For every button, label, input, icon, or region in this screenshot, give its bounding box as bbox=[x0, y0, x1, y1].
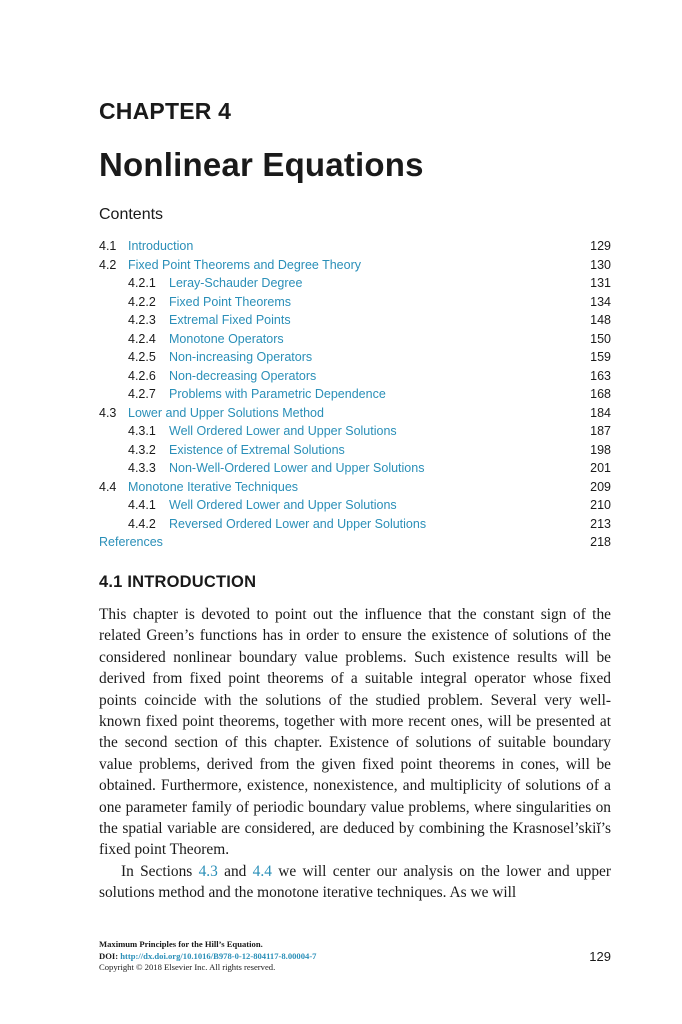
toc-entry-page: 159 bbox=[590, 350, 611, 364]
toc-entry-page: 130 bbox=[590, 257, 611, 272]
toc-entry-link[interactable]: Lower and Upper Solutions Method bbox=[128, 405, 324, 420]
toc-entry-page: 168 bbox=[590, 387, 611, 401]
toc-entry-number: 4.2.1 bbox=[128, 276, 156, 290]
toc-entry-page: 209 bbox=[590, 479, 611, 494]
footer-copyright: Copyright © 2018 Elsevier Inc. All rights reserved. bbox=[99, 962, 276, 972]
toc-entry[interactable] bbox=[99, 274, 611, 293]
toc-entry-link[interactable]: Fixed Point Theorems and Degree Theory bbox=[128, 257, 361, 272]
toc-entry-number: 4.3.3 bbox=[128, 461, 156, 475]
section-4-4-link[interactable]: 4.4 bbox=[252, 862, 272, 880]
toc-entry[interactable] bbox=[99, 496, 611, 515]
toc-entry-link[interactable]: Monotone Iterative Techniques bbox=[128, 479, 299, 494]
toc-entry-link[interactable]: Problems with Parametric Dependence bbox=[169, 387, 386, 401]
toc-entry-link[interactable]: Existence of Extremal Solutions bbox=[169, 442, 345, 457]
toc-entry-link[interactable]: Non-decreasing Operators bbox=[169, 368, 317, 383]
toc-entry-page: 198 bbox=[590, 442, 611, 457]
toc-entry[interactable] bbox=[99, 293, 611, 312]
page-number: 129 bbox=[589, 949, 611, 964]
toc-entry-number: 4.1 bbox=[99, 239, 117, 253]
toc-entry-link[interactable]: Introduction bbox=[128, 239, 194, 253]
toc-entry-number: 4.2.3 bbox=[128, 313, 156, 327]
toc-entry-page: 150 bbox=[590, 331, 611, 346]
toc-entry[interactable] bbox=[99, 367, 611, 386]
toc-entry-number: 4.3 bbox=[99, 405, 117, 420]
toc-entry-number: 4.2.4 bbox=[128, 331, 156, 346]
toc-entry-page: 218 bbox=[590, 535, 611, 549]
toc-entry-link[interactable]: Well Ordered Lower and Upper Solutions bbox=[169, 498, 397, 512]
toc-entry-page: 213 bbox=[590, 516, 611, 531]
toc-entry-link[interactable]: Non-increasing Operators bbox=[169, 350, 313, 364]
toc-entry-link[interactable]: Fixed Point Theorems bbox=[169, 294, 292, 309]
toc-entry[interactable] bbox=[99, 311, 611, 330]
toc-entry-number: 4.2.6 bbox=[128, 368, 156, 383]
toc-entry-number: 4.4.1 bbox=[128, 498, 156, 512]
paragraph-2 bbox=[99, 861, 611, 904]
toc-entry-link[interactable]: Leray-Schauder Degree bbox=[169, 276, 303, 290]
toc-entry[interactable] bbox=[99, 385, 611, 404]
toc-entry-number: 4.3.1 bbox=[128, 424, 156, 438]
toc-entry[interactable] bbox=[99, 422, 611, 441]
footer-doi-label: DOI: bbox=[99, 950, 121, 961]
toc-entry-number: 4.2.5 bbox=[128, 350, 156, 364]
toc-entry-page: 134 bbox=[590, 294, 611, 309]
toc-entry-page: 184 bbox=[590, 405, 611, 420]
toc-entry[interactable] bbox=[99, 515, 611, 534]
paragraph-2-text-a: In Sections bbox=[121, 862, 199, 880]
toc-entry-link[interactable]: Monotone Operators bbox=[169, 331, 284, 346]
chapter-label: CHAPTER 4 bbox=[99, 98, 232, 124]
toc-entry-page: 129 bbox=[590, 239, 611, 253]
toc-entry-number: 4.2 bbox=[99, 257, 117, 272]
toc-entry-link[interactable]: Extremal Fixed Points bbox=[169, 313, 291, 327]
toc-entry-number: 4.2.7 bbox=[128, 387, 156, 401]
toc-entry-page: 201 bbox=[590, 461, 611, 475]
toc-entry[interactable] bbox=[99, 404, 611, 423]
toc-entry-link[interactable]: Well Ordered Lower and Upper Solutions bbox=[169, 424, 397, 438]
paragraph-2-text-b: and bbox=[217, 862, 253, 880]
toc-entry-page: 131 bbox=[590, 276, 611, 290]
table-of-contents bbox=[99, 237, 611, 552]
toc-entry-number: 4.4 bbox=[99, 479, 117, 494]
body-text bbox=[99, 604, 611, 904]
toc-entry[interactable] bbox=[99, 348, 611, 367]
footer bbox=[99, 939, 611, 974]
toc-entry-number: 4.3.2 bbox=[128, 442, 156, 457]
paragraph-1: This chapter is devoted to point out the influence that the constant sign of the related Green’s functions has in order to ensure the existence of solutions of the considered nonlinear boundary value problems. Such existence results will be derived from fixed point theorems of a suitable integral operator whose fixed points coincide with the solutions of the studied problem. Several very well-known fixed point theorems, together with more recent ones, will be presented at the second section of this chapter. Existence of solutions of suitable boundary value problems, derived from the given fixed point theorems in cones, will be obtained. Furthermore, existence, nonexistence, and multiplicity of solutions of a one parameter family of periodic boundary value problems, where singularities on the spatial variable are considered, are deduced by combining the Krasnosel’skiĭ’s fixed point Theorem. bbox=[99, 606, 611, 859]
footer-doi-link[interactable]: http://dx.doi.org/10.1016/B978-0-12-804117-8.00004-7 bbox=[120, 950, 317, 961]
toc-entry-link[interactable]: References bbox=[99, 535, 163, 549]
toc-entry-number: 4.4.2 bbox=[128, 516, 156, 531]
footer-book-title: Maximum Principles for the Hill’s Equation. bbox=[99, 939, 263, 949]
chapter-title: Nonlinear Equations bbox=[99, 146, 424, 183]
toc-entry-link[interactable]: Reversed Ordered Lower and Upper Solutions bbox=[169, 516, 427, 531]
toc-entry[interactable] bbox=[99, 478, 611, 497]
toc-entry-number: 4.2.2 bbox=[128, 294, 156, 309]
toc-entry[interactable] bbox=[99, 459, 611, 478]
toc-entry[interactable] bbox=[99, 237, 611, 256]
section-4-3-link[interactable]: 4.3 bbox=[198, 862, 218, 880]
toc-entry[interactable] bbox=[99, 330, 611, 349]
toc-entry-page: 148 bbox=[590, 313, 611, 327]
toc-entry[interactable] bbox=[99, 256, 611, 275]
toc-entry-page: 210 bbox=[590, 498, 611, 512]
toc-entry-page: 163 bbox=[590, 368, 611, 383]
contents-heading: Contents bbox=[99, 206, 164, 223]
paragraph-2-text-c: we will center our analysis on the lower and upper solutions method and the monotone iterative techniques. As we will bbox=[99, 862, 611, 902]
footer-doi bbox=[99, 951, 611, 963]
toc-entry[interactable] bbox=[99, 533, 611, 552]
toc-entry-page: 187 bbox=[590, 424, 611, 438]
toc-entry[interactable] bbox=[99, 441, 611, 460]
toc-entry-link[interactable]: Non-Well-Ordered Lower and Upper Solutions bbox=[169, 461, 425, 475]
section-heading: 4.1 INTRODUCTION bbox=[99, 573, 257, 591]
